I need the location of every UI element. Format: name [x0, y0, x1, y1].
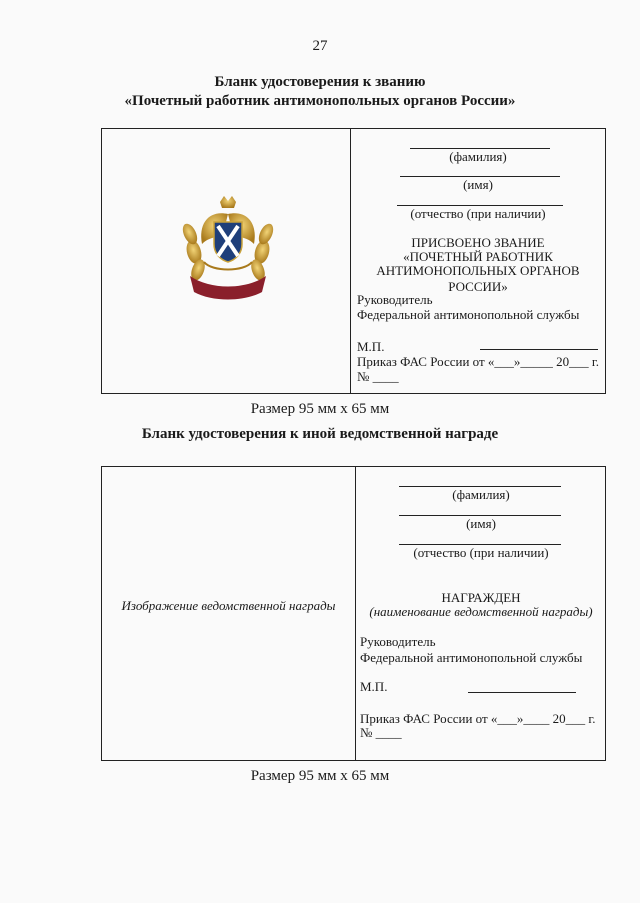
- head-line2: Федеральной антимонопольной службы: [360, 650, 583, 665]
- certificate-blank-honorary: [101, 128, 606, 394]
- section2-size: Размер 95 мм х 65 мм: [250, 768, 390, 784]
- award-line2: «ПОЧЕТНЫЙ РАБОТНИК: [403, 249, 553, 264]
- stamp-label: М.П.: [360, 679, 388, 694]
- section1-size: Размер 95 мм х 65 мм: [250, 401, 390, 417]
- signature-line: [480, 349, 598, 350]
- section2-title: Бланк удостоверения к иной ведомственной награде: [141, 426, 499, 442]
- order-number: № ____: [357, 369, 399, 384]
- order-line: Приказ ФАС России от «___»____ 20___ г.: [360, 711, 596, 726]
- fas-emblem-icon: [180, 192, 276, 310]
- award-line1: ПРИСВОЕНО ЗВАНИЕ: [411, 235, 545, 250]
- name-label: (имя): [466, 516, 496, 531]
- order-number: № ____: [360, 725, 402, 740]
- head-line2: Федеральной антимонопольной службы: [357, 307, 580, 322]
- stamp-label: М.П.: [357, 339, 385, 354]
- award-line3: АНТИМОНОПОЛЬНЫХ ОРГАНОВ РОССИИ»: [376, 263, 580, 294]
- section1-title-line1: Бланк удостоверения к званию: [214, 74, 426, 90]
- awarded-label: НАГРАЖДЕН: [441, 590, 521, 605]
- signature-line: [468, 692, 576, 693]
- page-number: 27: [312, 38, 328, 54]
- surname-label: (фамилия): [449, 149, 507, 164]
- head-line1: Руководитель: [357, 292, 433, 307]
- award-name-placeholder: (наименование ведомственной награды): [369, 604, 593, 619]
- section1-title-line2: «Почетный работник антимонопольных органов России»: [124, 93, 516, 109]
- name-label: (имя): [463, 177, 493, 192]
- certificate-blank-award: [101, 466, 606, 761]
- patronymic-label: (отчество (при наличии): [413, 545, 549, 560]
- surname-label: (фамилия): [452, 487, 510, 502]
- head-line1: Руководитель: [360, 634, 436, 649]
- award-image-placeholder: Изображение ведомственной награды: [121, 598, 336, 613]
- patronymic-label: (отчество (при наличии): [410, 206, 546, 221]
- order-line: Приказ ФАС России от «___»_____ 20___ г.: [357, 354, 600, 369]
